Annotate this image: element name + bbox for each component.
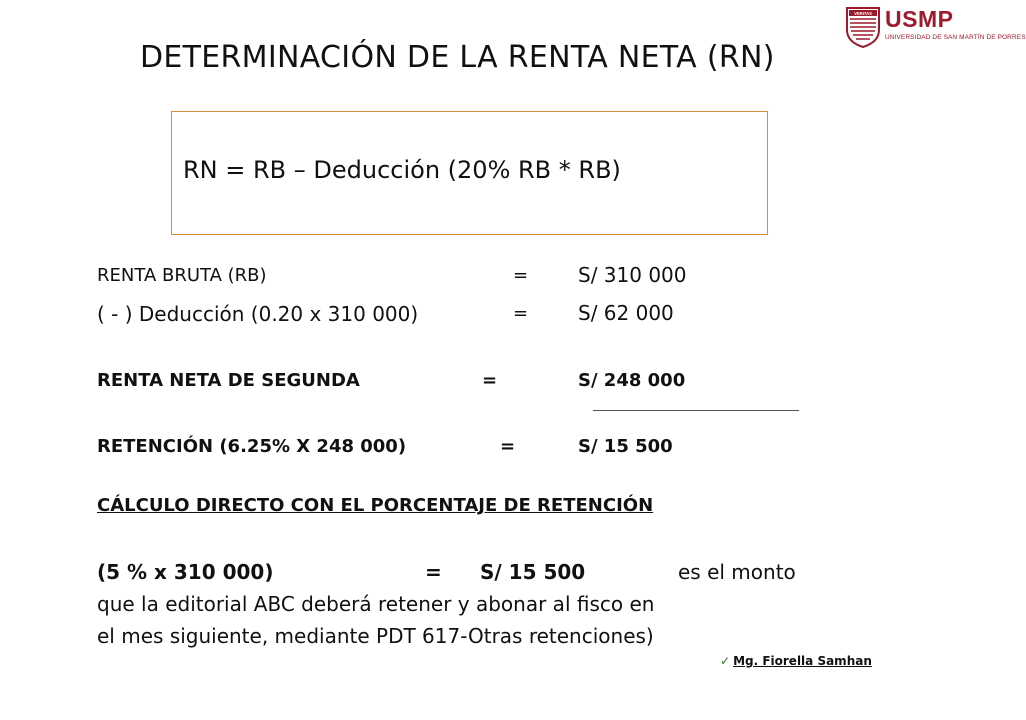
formula-text: RN = RB – Deducción (20% RB * RB) <box>183 156 621 184</box>
logo-name: USMP <box>885 6 954 32</box>
renta-bruta-label: RENTA BRUTA (RB) <box>97 265 267 286</box>
direct-calc-heading: CÁLCULO DIRECTO CON EL PORCENTAJE DE RETENCIÓN <box>97 495 654 516</box>
direct-calc-value: S/ 15 500 <box>480 560 586 584</box>
retencion-label: RETENCIÓN (6.25% X 248 000) <box>97 436 407 457</box>
shield-motto: VERITAS <box>854 11 872 16</box>
deduccion-label: ( - ) Deducción (0.20 x 310 000) <box>97 302 419 326</box>
university-shield-icon <box>845 6 881 48</box>
explanation-line-2: que la editorial ABC deberá retener y abonar al fisco en <box>97 592 655 616</box>
retencion-value: S/ 15 500 <box>578 436 673 457</box>
checkmark-icon: ✓ <box>720 654 731 668</box>
deduccion-value <box>578 301 674 325</box>
sum-divider <box>593 410 799 411</box>
logo-subtitle: UNIVERSIDAD DE SAN MARTÍN DE PORRES <box>885 34 1026 41</box>
renta-neta-label: RENTA NETA DE SEGUNDA <box>97 370 360 391</box>
direct-calc-eq: = <box>425 560 442 584</box>
page-title: DETERMINACIÓN DE LA RENTA NETA (RN) <box>140 40 775 75</box>
author-signature <box>720 654 872 668</box>
usmp-logo <box>845 6 1026 48</box>
renta-bruta-value: S/ 310 000 <box>578 263 687 287</box>
renta-neta-value: S/ 248 000 <box>578 370 686 391</box>
retencion-eq: = <box>500 436 516 457</box>
renta-neta-eq: = <box>482 370 498 391</box>
author-name: Mg. Fiorella Samhan <box>733 654 872 668</box>
explanation-line-3: el mes siguiente, mediante PDT 617-Otras retenciones) <box>97 624 654 648</box>
renta-bruta-eq: = <box>513 265 529 286</box>
direct-calc-tail: es el monto <box>678 560 796 584</box>
deduccion-eq: = <box>513 303 529 324</box>
deduccion-amount: S/ 62 000 <box>578 301 674 325</box>
direct-calc-label: (5 % x 310 000) <box>97 560 274 584</box>
